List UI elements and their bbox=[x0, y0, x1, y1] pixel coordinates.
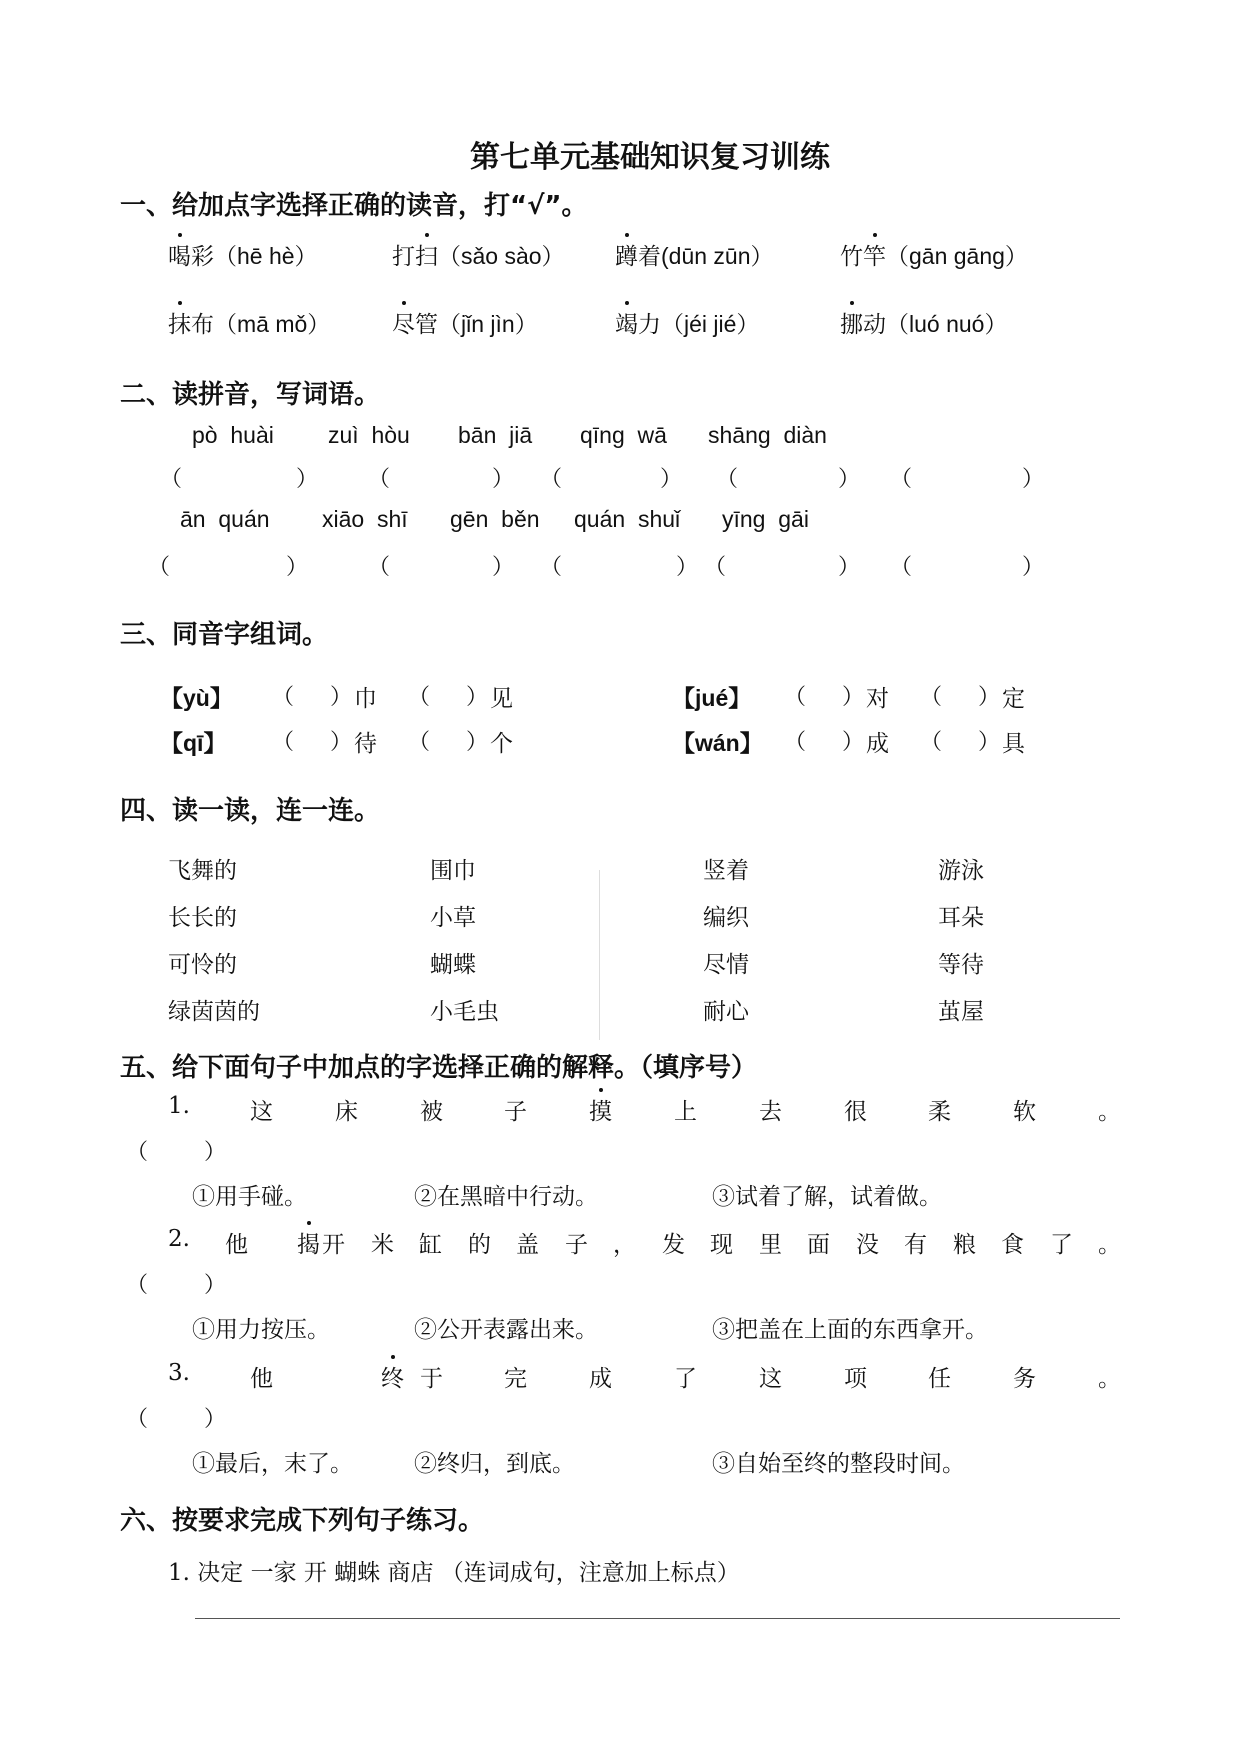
sentence-char: 软 bbox=[1013, 1099, 1036, 1125]
answer-paren-open: （ bbox=[540, 467, 563, 492]
answer-paren-open: （ bbox=[408, 685, 431, 710]
answer-paren-close: ） bbox=[330, 685, 353, 710]
dotted-char: 竭 bbox=[615, 306, 638, 339]
sentence-char: 子 bbox=[565, 1232, 588, 1258]
match-word: 尽情 bbox=[703, 952, 749, 978]
pinyin-options: （jǐn jìn） bbox=[438, 311, 538, 337]
pinyin-word: qīng wā bbox=[580, 422, 667, 448]
answer-paren-close: ） bbox=[838, 467, 861, 492]
answer-paren-close: ） bbox=[492, 467, 515, 492]
sentence-char: 粮 bbox=[953, 1232, 976, 1258]
homophone-pinyin: 【wán】 bbox=[672, 730, 763, 756]
sentence-char: 上 bbox=[674, 1099, 697, 1125]
sentence-char: 食 bbox=[1001, 1232, 1024, 1258]
pinyin-word: shāng diàn bbox=[708, 422, 827, 448]
dotted-char: 揭 bbox=[297, 1226, 320, 1259]
match-word: 编织 bbox=[703, 905, 749, 931]
sentence-char: 米 bbox=[371, 1232, 394, 1258]
pinyin-word: quán shuǐ bbox=[574, 506, 681, 532]
question-number: 1. bbox=[168, 1093, 190, 1119]
option-text: ③自始至终的整段时间。 bbox=[712, 1451, 965, 1477]
dotted-char: 蹲 bbox=[615, 238, 638, 271]
answer-paren-close: ） bbox=[296, 467, 319, 492]
word-char: 竹 bbox=[840, 244, 863, 270]
answer-paren-open: （ bbox=[920, 685, 943, 710]
answer-paren-open: （ bbox=[704, 555, 727, 580]
answer-paren-open: （ bbox=[784, 730, 807, 755]
option-text: ②在黑暗中行动。 bbox=[414, 1184, 598, 1210]
sentence-char: 了 bbox=[1050, 1232, 1073, 1258]
answer-paren-close: ） bbox=[466, 730, 489, 755]
answer-paren-open: （ bbox=[272, 685, 295, 710]
sentence-char: 成 bbox=[589, 1366, 612, 1392]
dotted-char: 抹 bbox=[168, 306, 191, 339]
sentence-char: 里 bbox=[759, 1232, 782, 1258]
answer-paren-close: ） bbox=[978, 730, 1001, 755]
answer-paren-open: （ bbox=[890, 467, 913, 492]
pinyin-word: xiāo shī bbox=[322, 506, 408, 532]
sentence-char: 他 bbox=[225, 1232, 248, 1258]
sentence-char: 柔 bbox=[928, 1099, 951, 1125]
section-3-heading: 三、同音字组词。 bbox=[120, 620, 329, 650]
pinyin-word: bān jiā bbox=[458, 422, 533, 448]
word-char: 打 bbox=[392, 244, 415, 270]
match-word: 小草 bbox=[430, 905, 476, 931]
match-word: 绿茵茵的 bbox=[168, 999, 260, 1025]
answer-paren-close: ） bbox=[1022, 555, 1045, 580]
answer-paren-close: ） bbox=[842, 685, 865, 710]
reading-item bbox=[615, 238, 774, 271]
sentence-char: 去 bbox=[759, 1099, 782, 1125]
option-text: ①最后，末了。 bbox=[192, 1451, 353, 1477]
option-text: ③把盖在上面的东西拿开。 bbox=[712, 1317, 988, 1343]
answer-paren-close: ） bbox=[492, 555, 515, 580]
answer-paren-close: ） bbox=[330, 730, 353, 755]
match-word: 茧屋 bbox=[938, 999, 984, 1025]
sentence-char: 。 bbox=[1098, 1099, 1121, 1125]
section-6-question-1: 1. 决定 一家 开 蝴蛛 商店 （连词成句，注意加上标点） bbox=[168, 1560, 740, 1586]
reading-item bbox=[392, 306, 538, 339]
pinyin-options: （hē hè） bbox=[214, 243, 318, 269]
word-char: 布 bbox=[191, 312, 214, 338]
answer-line bbox=[195, 1618, 1120, 1619]
word-char: 成 bbox=[866, 731, 889, 757]
answer-paren-open: （ bbox=[368, 467, 391, 492]
sentence-char: 。 bbox=[1098, 1366, 1121, 1392]
match-word: 耐心 bbox=[703, 999, 749, 1025]
pinyin-word: pò huài bbox=[192, 422, 274, 448]
word-char: 见 bbox=[490, 686, 513, 712]
sentence-char: 发 bbox=[662, 1232, 685, 1258]
pinyin-word: yīng gāi bbox=[722, 506, 809, 532]
page-title: 第七单元基础知识复习训练 bbox=[470, 140, 830, 175]
pinyin-word: gēn běn bbox=[450, 506, 540, 532]
answer-paren-close: ） bbox=[838, 555, 861, 580]
answer-blank: （ ） bbox=[126, 1273, 226, 1298]
sentence-char: 床 bbox=[335, 1099, 358, 1125]
sentence-char: 面 bbox=[807, 1232, 830, 1258]
reading-item bbox=[392, 238, 565, 271]
word-char: 具 bbox=[1002, 731, 1025, 757]
sentence-char: 务 bbox=[1013, 1366, 1036, 1392]
sentence-char: 。 bbox=[1098, 1232, 1121, 1258]
section-6-heading: 六、按要求完成下列句子练习。 bbox=[120, 1506, 485, 1536]
word-char: 对 bbox=[866, 686, 889, 712]
sentence-char: 被 bbox=[420, 1099, 443, 1125]
sentence-char: 这 bbox=[250, 1099, 273, 1125]
answer-paren-open: （ bbox=[272, 730, 295, 755]
match-word: 围巾 bbox=[430, 858, 476, 884]
sentence-char: 缸 bbox=[419, 1232, 442, 1258]
sentence-char: 开 bbox=[322, 1232, 345, 1258]
sentence-char: 任 bbox=[928, 1366, 951, 1392]
sentence-char: 于 bbox=[420, 1366, 443, 1392]
dotted-char: 挪 bbox=[840, 306, 863, 339]
word-char: 巾 bbox=[354, 686, 377, 712]
word-char: 定 bbox=[1002, 686, 1025, 712]
pinyin-options: （mā mǒ） bbox=[214, 311, 331, 337]
homophone-pinyin: 【jué】 bbox=[672, 685, 752, 711]
word-char: 彩 bbox=[191, 244, 214, 270]
word-char: 力 bbox=[638, 312, 661, 338]
section-1-heading: 一、给加点字选择正确的读音，打“√”。 bbox=[120, 191, 588, 221]
sentence-char: 盖 bbox=[516, 1232, 539, 1258]
sentence-char: 完 bbox=[504, 1366, 527, 1392]
pinyin-word: zuì hòu bbox=[328, 422, 410, 448]
dotted-char: 尽 bbox=[392, 306, 415, 339]
reading-item bbox=[168, 306, 330, 339]
option-text: ①用手碰。 bbox=[192, 1184, 307, 1210]
answer-paren-close: ） bbox=[466, 685, 489, 710]
sentence-char: 有 bbox=[904, 1232, 927, 1258]
answer-paren-open: （ bbox=[784, 685, 807, 710]
answer-paren-open: （ bbox=[890, 555, 913, 580]
dotted-char: 摸 bbox=[589, 1093, 612, 1126]
sentence-char: 了 bbox=[674, 1366, 697, 1392]
match-word: 可怜的 bbox=[168, 952, 237, 978]
sentence-char: 他 bbox=[250, 1366, 273, 1392]
answer-paren-open: （ bbox=[160, 467, 183, 492]
answer-blank: （ ） bbox=[126, 1140, 226, 1165]
divider-line bbox=[599, 870, 600, 1040]
match-word: 长长的 bbox=[168, 905, 237, 931]
word-char: 着 bbox=[638, 244, 661, 270]
match-word: 游泳 bbox=[938, 858, 984, 884]
answer-paren-open: （ bbox=[148, 555, 171, 580]
section-4-heading: 四、读一读，连一连。 bbox=[120, 796, 381, 826]
match-word: 竖着 bbox=[703, 858, 749, 884]
word-char: 个 bbox=[490, 731, 513, 757]
dotted-char: 竿 bbox=[863, 238, 886, 271]
sentence-char: 项 bbox=[844, 1366, 867, 1392]
pinyin-options: （luó nuó） bbox=[886, 311, 1008, 337]
match-word: 等待 bbox=[938, 952, 984, 978]
answer-paren-open: （ bbox=[716, 467, 739, 492]
sentence-char: 现 bbox=[710, 1232, 733, 1258]
answer-paren-close: ） bbox=[286, 555, 309, 580]
dotted-char: 扫 bbox=[415, 238, 438, 271]
option-text: ②终归，到底。 bbox=[414, 1451, 575, 1477]
option-text: ③试着了解，试着做。 bbox=[712, 1184, 942, 1210]
question-number: 3. bbox=[168, 1360, 190, 1386]
section-5-heading: 五、给下面句子中加点的字选择正确的解释。（填序号） bbox=[120, 1053, 758, 1083]
word-char: 动 bbox=[863, 312, 886, 338]
sentence-char: 子 bbox=[504, 1099, 527, 1125]
answer-paren-open: （ bbox=[540, 555, 563, 580]
reading-item bbox=[840, 306, 1007, 339]
match-word: 小毛虫 bbox=[430, 999, 499, 1025]
answer-paren-open: （ bbox=[368, 555, 391, 580]
sentence-char: 很 bbox=[844, 1099, 867, 1125]
option-text: ①用力按压。 bbox=[192, 1317, 330, 1343]
answer-paren-close: ） bbox=[660, 467, 683, 492]
homophone-pinyin: 【yù】 bbox=[160, 685, 233, 711]
pinyin-options: （sǎo sào） bbox=[438, 243, 565, 269]
match-word: 耳朵 bbox=[938, 905, 984, 931]
dotted-char: 喝 bbox=[168, 238, 191, 271]
answer-paren-open: （ bbox=[920, 730, 943, 755]
homophone-pinyin: 【qī】 bbox=[160, 730, 227, 756]
option-text: ②公开表露出来。 bbox=[414, 1317, 598, 1343]
word-char: 待 bbox=[354, 731, 377, 757]
pinyin-options: （gān gāng） bbox=[886, 243, 1028, 269]
sentence-char: ， bbox=[613, 1232, 636, 1258]
pinyin-options: (dūn zūn） bbox=[661, 243, 774, 269]
answer-paren-open: （ bbox=[408, 730, 431, 755]
sentence-char: 没 bbox=[856, 1232, 879, 1258]
answer-paren-close: ） bbox=[1022, 467, 1045, 492]
question-number: 2. bbox=[168, 1226, 190, 1252]
dotted-char: 终 bbox=[381, 1360, 404, 1393]
match-word: 飞舞的 bbox=[168, 858, 237, 884]
section-2-heading: 二、读拼音，写词语。 bbox=[120, 380, 381, 410]
answer-paren-close: ） bbox=[842, 730, 865, 755]
answer-blank: （ ） bbox=[126, 1407, 226, 1432]
reading-item bbox=[168, 238, 318, 271]
sentence-char: 这 bbox=[759, 1366, 782, 1392]
word-char: 管 bbox=[415, 312, 438, 338]
pinyin-options: （jéi jié） bbox=[661, 311, 760, 337]
sentence-char: 的 bbox=[468, 1232, 491, 1258]
pinyin-word: ān quán bbox=[180, 506, 270, 532]
reading-item bbox=[615, 306, 759, 339]
match-word: 蝴蝶 bbox=[430, 952, 476, 978]
answer-paren-close: ） bbox=[676, 555, 699, 580]
reading-item bbox=[840, 238, 1028, 271]
answer-paren-close: ） bbox=[978, 685, 1001, 710]
